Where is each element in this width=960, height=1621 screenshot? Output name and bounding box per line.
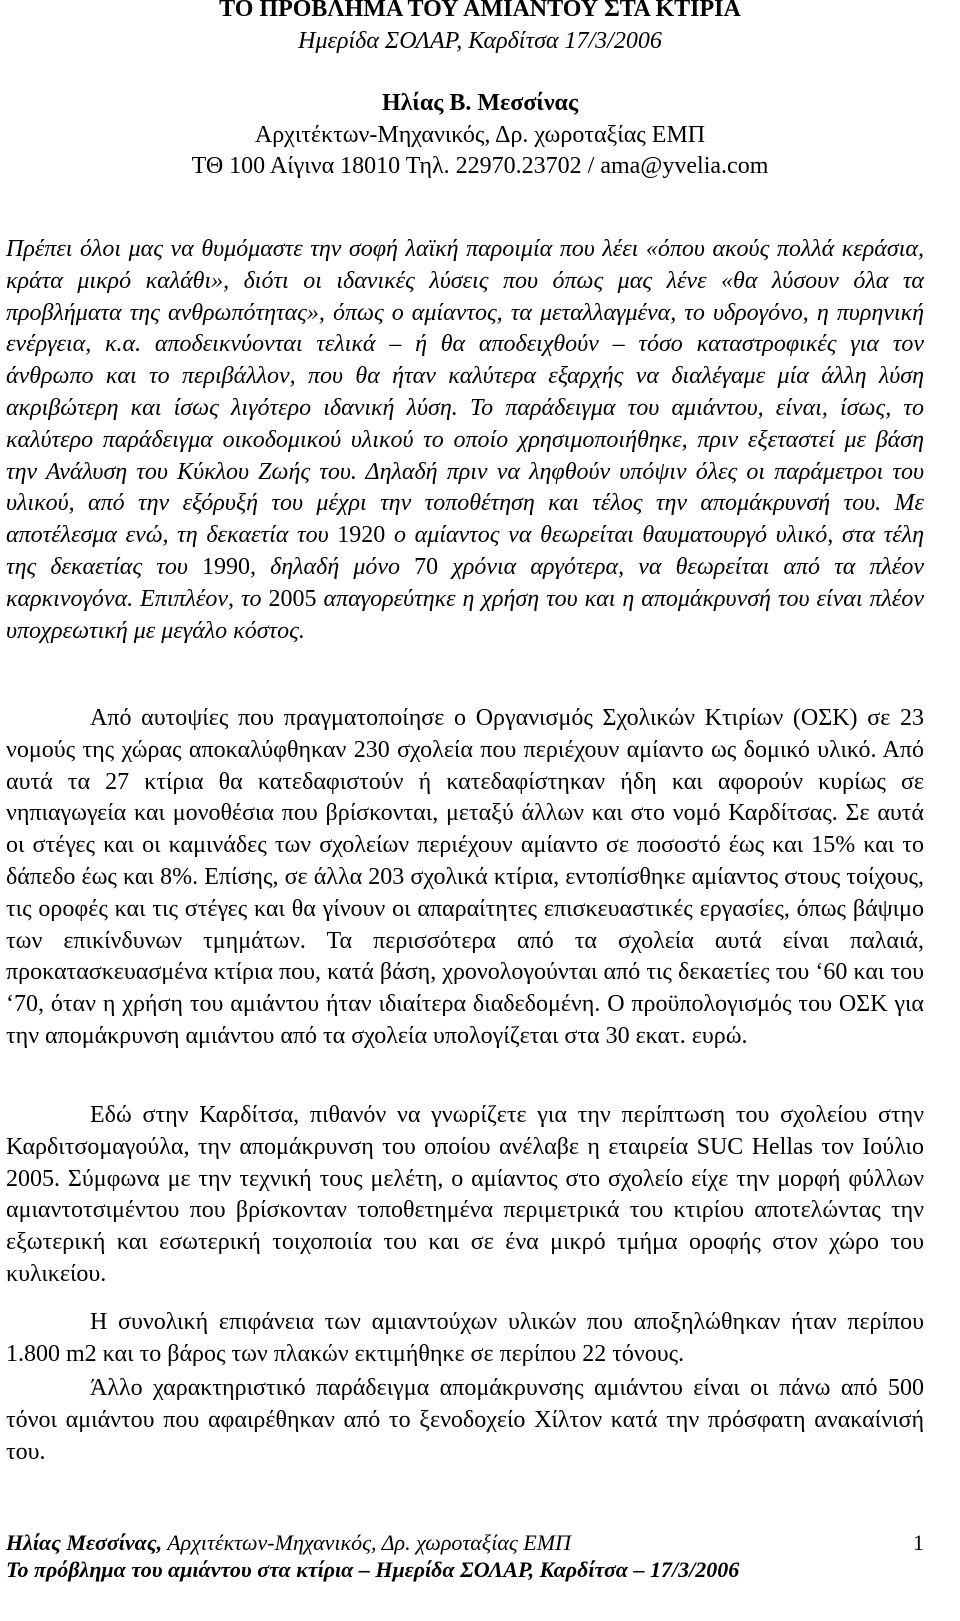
page-footer xyxy=(6,1529,924,1585)
body-paragraph-surface xyxy=(6,1307,924,1371)
footer-author-name: Ηλίας Μεσσίνας, xyxy=(6,1530,163,1555)
intro-text-e: απαγορεύτηκε η χρήση του και η απομάκρυνσή του είναι πλέον υποχρεωτική με μεγάλο κόστος. xyxy=(6,585,924,644)
footer-author-rest: Αρχιτέκτων-Μηχανικός, Δρ. χωροταξίας ΕΜΠ xyxy=(162,1530,571,1555)
paragraph-karditsa-text: Εδώ στην Καρδίτσα, πιθανόν να γνωρίζετε για την περίπτωση του σχολείου στην Καρδιτσομαγούλα, την απομάκρυνση του οποίου ανέλαβε η εταιρεία SUC Hellas τον Ιούλιο 2005. Σύμφωνα με την τεχνική τους μελέτη, ο αμίαντος στο σχολείο είχε την μορφή φύλλων αμιαντοτσιμέντου που βρίσκονταν τοποθετημένα περιμετρικά του κτιρίου αποτελώντας την εξωτερική και εσωτερική τοιχοποιία του και σε ένα μικρό τμήμα οροφής στον χώρο του κυλικείου. xyxy=(6,1102,924,1287)
body-paragraph-osk xyxy=(6,703,924,1053)
paragraph-surface-text: Η συνολική επιφάνεια των αμιαντούχων υλικών που αποξηλώθηκαν ήταν περίπου 1.800 m2 και το βάρος των πλακών εκτιμήθηκε σε περίπου 22 τόνους. xyxy=(6,1309,924,1367)
paragraph-osk-text: Από αυτοψίες που πραγματοποίησε ο Οργανισμός Σχολικών Κτιρίων (ΟΣΚ) σε 23 νομούς της χώρας αποκαλύφθηκαν 230 σχολεία που περιέχουν αμίαντο ως δομικό υλικό. Από αυτά τα 27 κτίρια θα κατεδαφιστούν ή κατεδαφίστηκαν ήδη και αφορούν κυρίως σε νηπιαγωγεία και μονοθέσια που βρίσκονται, μεταξύ άλλων και στο νομό Καρδίτσας. Σε αυτά οι στέγες και οι καμινάδες των σχολείων περιέχουν αμίαντο σε ποσοστό έως και 15% και το δάπεδο έως και 8%. Επίσης, σε άλλα 203 σχολικά κτίρια, εντοπίσθηκε αμίαντος στους τοίχους, τις οροφές και τις στέγες και θα γίνουν οι απαραίτητες επισκευαστικές εργασίες, όπως βάψιμο των επικίνδυνων τμημάτων. Τα περισσότερα από τα σχολεία αυτά είναι παλαιά, προκατασκευασμένα κτίρια που, κατά βάση, χρονολογούνται από τις δεκαετίες του ‘60 και του ‘70, όταν η χρήση του αμιάντου ήταν ιδιαίτερα διαδεδομένη. Ο προϋπολογισμός του ΟΣΚ για την απομάκρυνση αμιάντου από τα σχολεία υπολογίζεται στα 30 εκατ. ευρώ. xyxy=(6,705,924,1049)
author-affiliation: Αρχιτέκτων-Μηχανικός, Δρ. χωροταξίας ΕΜΠ xyxy=(254,122,706,148)
intro-text-b: ο αμίαντος να θεωρείται θαυματουργό υλικό, στα τέλη της δεκαετίας του xyxy=(6,522,924,580)
author-name: Ηλίας Β. Μεσσίνας xyxy=(381,90,579,116)
intro-paragraph xyxy=(6,234,924,647)
body-paragraph-karditsa xyxy=(6,1100,924,1291)
number-70: 70 xyxy=(414,553,439,580)
intro-text-a: Πρέπει όλοι μας να θυμόμαστε την σοφή λαϊκή παροιμία που λέει «όπου ακούς πολλά κεράσια, κράτα μικρό καλάθι», διότι οι ιδανικές λύσεις που όπως μας λένε «θα λύσουν όλα τα προβλήματα της ανθρωπότητας», όπως ο αμίαντος, τα μεταλλαγμένα, το υδρογόνο, η πυρηνική ενέργεια, κ.α. αποδεικνύονται τελικά – ή θα αποδειχθούν – τόσο καταστροφικές για τον άνθρωπο και το περιβάλλον, που θα ήταν καλύτερα εξαρχής να διαλέγαμε μία άλλη λύση ακριβώτερη και ίσως λιγότερο ιδανική λύση. Το παράδειγμα του αμιάντου, είναι, ίσως, το καλύτερο παράδειγμα οικοδομικού υλικού το οποίο χρησιμοποιήθηκε, πριν εξεταστεί με βάση την Ανάλυση του Κύκλου Ζωής του. Δηλαδή πριν να ληφθούν υπόψιν όλες οι παράμετροι του υλικού, από την εξόρυξή του μέχρι την τοποθέτηση και τέλος την απομάκρυνσή του. Με αποτέλεσμα ενώ, τη δεκαετία του xyxy=(6,236,924,549)
footer-document-line: Το πρόβλημα του αμιάντου στα κτίρια – Ημερίδα ΣΟΛΑΡ, Καρδίτσα – 17/3/2006 xyxy=(6,1557,740,1582)
author-contact: ΤΘ 100 Αίγινα 18010 Τηλ. 22970.23702 / ama@yvelia.com xyxy=(191,153,769,179)
year-1920: 1920 xyxy=(337,522,386,549)
footer-author-line xyxy=(6,1529,571,1557)
paragraph-hilton-text: Άλλο χαρακτηριστικό παράδειγμα απομάκρυνσης αμιάντου είναι οι πάνω από 500 τόνοι αμιάντου που αφαιρέθηκαν από το ξενοδοχείο Χίλτον κατά την πρόσφατη ανακαίνισή του. xyxy=(6,1375,924,1465)
event-subtitle: Ημερίδα ΣΟΛΑΡ, Καρδίτσα 17/3/2006 xyxy=(298,28,662,54)
intro-text-d: χρόνια αργότερα, να θεωρείται από τα πλέον καρκινογόνα. Επιπλέον, το xyxy=(6,553,924,612)
year-1990: 1990 xyxy=(201,553,250,580)
intro-text-c: , δηλαδή μόνο xyxy=(249,553,415,580)
document-title: ΤΟ ΠΡΟΒΛΗΜΑ ΤΟΥ ΑΜΙΑΝΤΟΥ ΣΤΑ ΚΤΙΡΙΑ xyxy=(219,0,741,22)
year-2005: 2005 xyxy=(268,585,317,612)
page-number: 1 xyxy=(913,1530,924,1555)
body-paragraph-hilton xyxy=(6,1373,924,1468)
